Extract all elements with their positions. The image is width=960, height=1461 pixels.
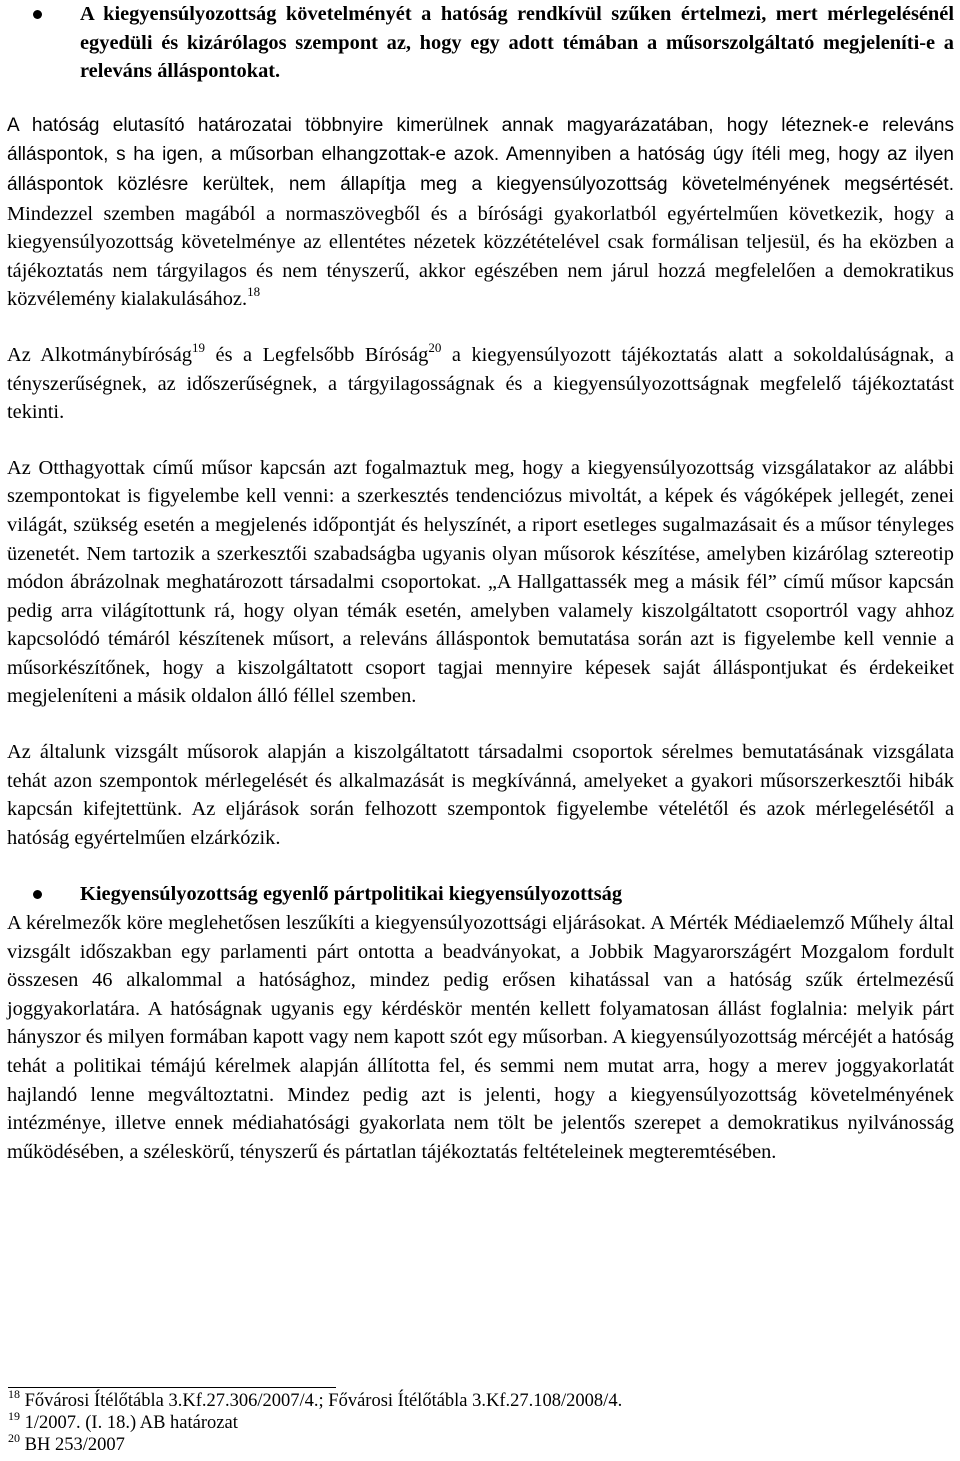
footnote-ref-18: 18 <box>247 284 261 300</box>
footnote <box>8 1387 623 1412</box>
footnote-text: Fővárosi Ítélőtábla 3.Kf.27.306/2007/4.; Fővárosi Ítélőtábla 3.Kf.27.108/2008/4. <box>24 1391 623 1411</box>
bullet-dot-icon <box>33 890 42 899</box>
footnotes <box>8 1387 623 1456</box>
bullet-1 <box>7 0 954 86</box>
paragraph-2 <box>7 341 954 427</box>
paragraph-1-sans: A hatóság elutasító határozatai többnyire kimerülnek annak magyarázatában, hogy léteznek-e releváns álláspontok, s ha igen, a műsorban elhangzottak-e azok. Amennyiben a hatóság úgy ítéli meg, hogy az ilyen álláspontok közlésre kerültek, nem állapítja meg a kiegyensúlyozottság követelményének megsértését. <box>7 114 954 195</box>
footnote-number: 20 <box>8 1431 20 1445</box>
paragraph-2-c: a kiegyensúlyozott tájékoztatás alatt a sokoldalúságnak, a tényszerűségnek, az időszerűségnek, a tárgyilagosságnak és a kiegyensúlyozottságnak megfelelő tájékoztatást tekinti. <box>7 343 954 424</box>
footnote-text: BH 253/2007 <box>24 1435 125 1455</box>
paragraph-1-serif: Mindezzel szemben magából a normaszövegből és a bírósági gyakorlatból egyértelműen következik, hogy a kiegyensúlyozottság követelménye az ellentétes nézetek közzétételével csak formálisan teljesül, és ha eközben a tájékoztatás nem tárgyilagos és nem tényszerű, akkor egészében nem járul hozzá megfelelően a demokratikus közvélemény kialakulásához. <box>7 202 954 311</box>
paragraph-3: Az Otthagyottak című műsor kapcsán azt fogalmaztuk meg, hogy a kiegyensúlyozottság vizsgálatakor az alábbi szempontokat is figyelembe kell venni: a szerkesztés tendenciózus mivoltát, a képek és vágóképek jellegét, zenei világát, szükség esetén a megjelenés időpontját és helyszínét, a riport esetleges sugalmazásait és a műsor tényleges üzenetét. Nem tartozik a szerkesztői szabadságba ugyanis olyan műsorok készítése, amelyben kizárólag sztereotip módon ábrázolnak meghatározott társadalmi csoportokat. „A Hallgattassék meg a másik fél” című műsor kapcsán pedig arra világítottunk rá, hogy olyan témák esetén, amelyben valamely kiszolgáltatott csoportról vagy ahhoz kapcsolódó témáról készítenek műsort, a releváns álláspontok bemutatása során azt is figyelembe kell vennie a műsorkészítőnek, hogy a kiszolgáltatott csoport tagjai mennyire képesek saját álláspontjukat és érdekeiket megjeleníteni a másik oldalon álló féllel szemben. <box>7 456 954 708</box>
footnote-text: 1/2007. (I. 18.) AB határozat <box>24 1413 238 1433</box>
paragraph-1 <box>7 111 954 314</box>
footnote-number: 18 <box>8 1387 20 1401</box>
footnote-ref-20: 20 <box>428 339 442 355</box>
paragraph-4: Az általunk vizsgált műsorok alapján a kiszolgáltatott társadalmi csoportok sérelmes bemutatásának vizsgálata tehát azon szempontok mérlegelését és alkalmazását is megkívánná, amelyeket a gyakori műsorszerkesztői hibák kapcsán kifejtettünk. Az eljárások során felhozott szempontok figyelembe vételétől és azok mérlegelésétől a hatóság egyértelműen elzárkózik. <box>7 741 954 849</box>
section-heading: Kiegyensúlyozottság egyenlő pártpolitikai kiegyensúlyozottság <box>80 883 623 906</box>
bullet-dot-icon <box>33 10 42 19</box>
footnote-ref-19: 19 <box>191 339 205 355</box>
paragraph-2-b: és a Legfelsőbb Bíróság <box>215 343 429 366</box>
footnote-divider <box>8 1387 336 1388</box>
bullet-2 <box>7 880 954 909</box>
footnote-number: 19 <box>8 1409 20 1423</box>
paragraph-5: A kérelmezők köre meglehetősen leszűkíti a kiegyensúlyozottsági eljárásokat. A Mérték Médiaelemző Műhely által vizsgált időszakban egy parlamenti párt ontotta a beadványokat, a Jobbik Magyarországért Mozgalom fordult összesen 46 alkalommal a hatósághoz, mindez pedig erősen kihatással van a hatóság szűk értelmezésű joggyakorlatára. A hatóságnak ugyanis egy kérdéskör mentén kellett folyamatosan állást foglalnia: melyik párt hányszor és milyen formában kapott vagy nem kapott szót egy műsorban. A kiegyensúlyozottság mércéjét a hatóság tehát a politikai témájú kérelmek alapján állította fel, és semmi nem mutat arra, hogy a merev joggyakorlatát hajlandó lenne megváltoztatni. Mindez pedig azt is jelenti, hogy a kiegyensúlyozottság követelményének intézménye, illetve ennek médiahatósági gyakorlata nem tölt be jelentős szerepet a demokratikus nyilvánosság működésében, a széleskörű, tényszerű és pártatlan tájékoztatás feltételeinek megteremtésében. <box>7 912 954 1163</box>
footnote <box>8 1431 622 1456</box>
bullet-1-text: A kiegyensúlyozottság követelményét a hatóság rendkívül szűken értelmezi, mert mérlegelésénél egyedüli és kizárólagos szempont az, hogy egy adott témában a műsorszolgáltató megjeleníti-e a releváns álláspontokat. <box>80 3 954 83</box>
footnote <box>8 1409 622 1434</box>
paragraph-2-a: Az Alkotmánybíróság <box>7 343 192 366</box>
